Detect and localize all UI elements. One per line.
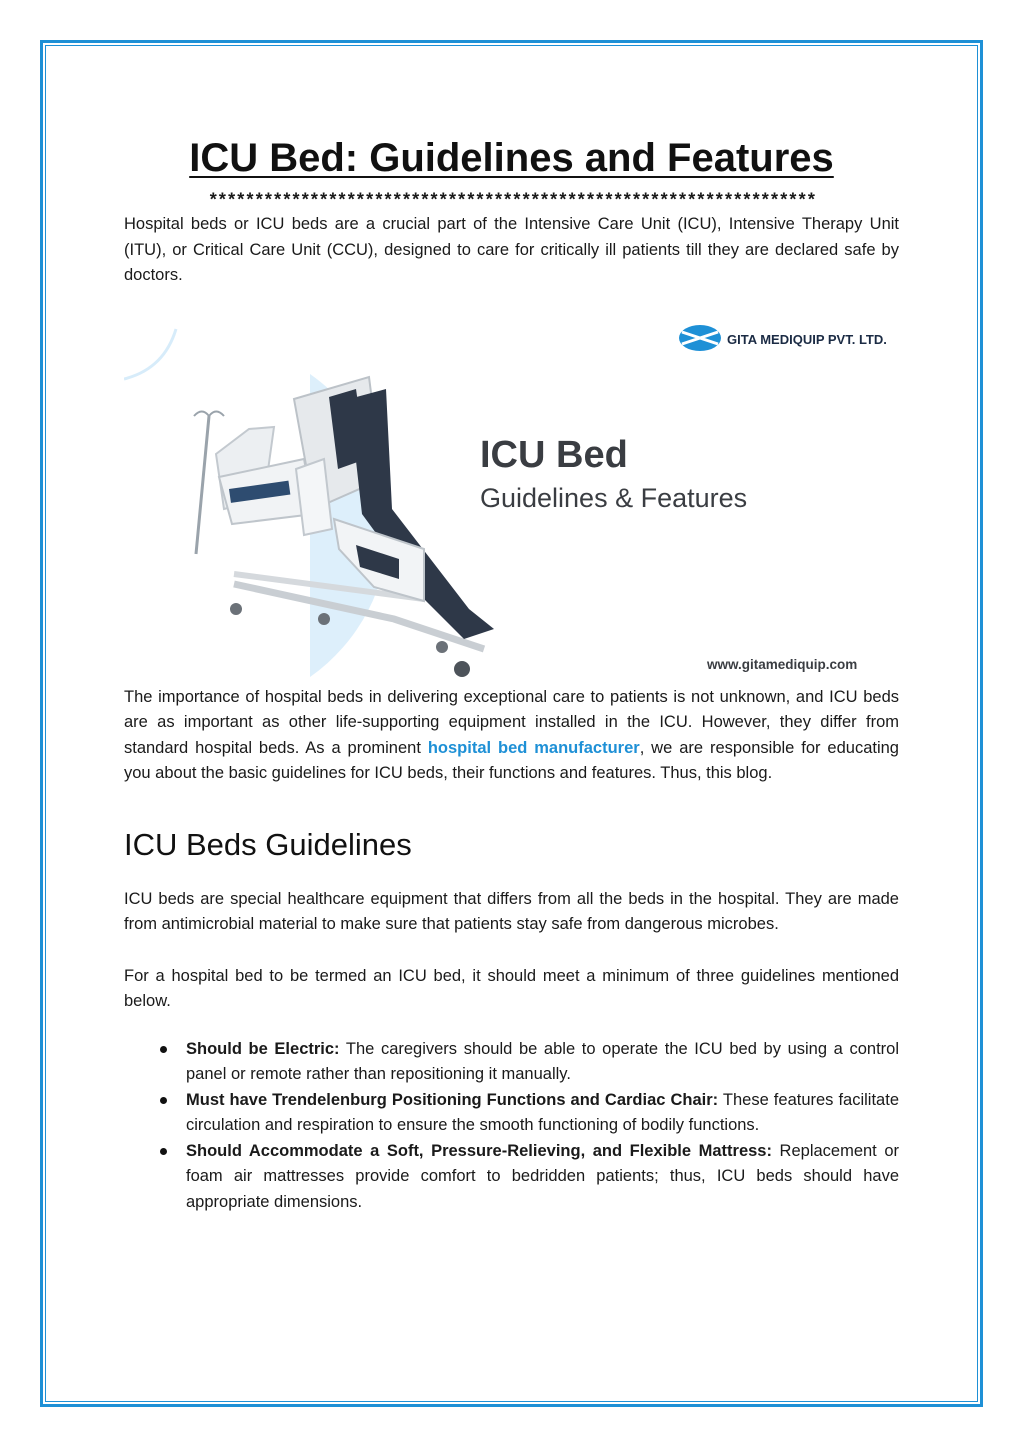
guideline-title: Must have Trendelenburg Positioning Functions and Cardiac Chair:	[186, 1090, 719, 1109]
guideline-text: The caregivers should be able to operate the ICU bed by using a control panel or remote rather than repositioning it manually.	[186, 1039, 899, 1083]
guideline-title: Should be Electric:	[186, 1039, 340, 1058]
importance-paragraph	[124, 685, 899, 787]
list-item	[186, 1037, 899, 1088]
figure-heading: ICU Bed	[480, 433, 628, 476]
importance-text-before: The importance of hospital beds in delivering exceptional care to patients is not unknown, and ICU beds are as important as other life-supporting equipment installed in the ICU. However, they differ from standard hospital beds. As a prominent	[124, 687, 899, 757]
iv-pole-icon	[196, 416, 209, 554]
guidelines-paragraph-1: ICU beds are special healthcare equipment that differs from all the beds in the hospital. They are made from antimicrobial material to make sure that patients stay safe from dangerous microbes.	[124, 889, 899, 933]
figure-website: www.gitamediquip.com	[707, 656, 858, 672]
section-heading: ICU Beds Guidelines	[124, 826, 412, 862]
icu-bed-illustration	[124, 309, 899, 681]
logo-text: GITA MEDIQUIP PVT. LTD.	[727, 331, 887, 347]
guideline-text: Replacement or foam air mattresses provide comfort to bedridden patients; thus, ICU beds should have appropriate dimensions.	[186, 1141, 900, 1211]
document-content	[124, 130, 899, 1215]
list-item	[186, 1088, 899, 1139]
importance-text-after: , we are responsible for educating you about the basic guidelines for ICU beds, their functions and features. Thus, this blog.	[124, 738, 899, 782]
company-logo	[679, 325, 887, 351]
figure-subheading: Guidelines & Features	[480, 482, 748, 513]
star-divider: ******************************************************************	[207, 192, 816, 212]
list-item	[186, 1139, 899, 1216]
hero-image	[124, 309, 899, 681]
intro-paragraph: Hospital beds or ICU beds are a crucial part of the Intensive Care Unit (ICU), Intensive Therapy Unit (ITU), or Critical Care Unit (CCU), designed to care for critically ill patients till they are declared safe by doctors.	[124, 215, 899, 284]
guideline-text: These features facilitate circulation and respiration to ensure the smooth functioning of bodily functions.	[186, 1090, 899, 1134]
guidelines-list	[124, 1037, 899, 1216]
guidelines-paragraph-2: For a hospital bed to be termed an ICU bed, it should meet a minimum of three guidelines mentioned below.	[124, 966, 899, 1010]
decorative-arc-small	[124, 329, 176, 379]
page-title: ICU Bed: Guidelines and Features	[189, 136, 834, 180]
hospital-bed-manufacturer-link[interactable]: hospital bed manufacturer	[427, 738, 640, 757]
guideline-title: Should Accommodate a Soft, Pressure-Relieving, and Flexible Mattress:	[186, 1141, 772, 1160]
